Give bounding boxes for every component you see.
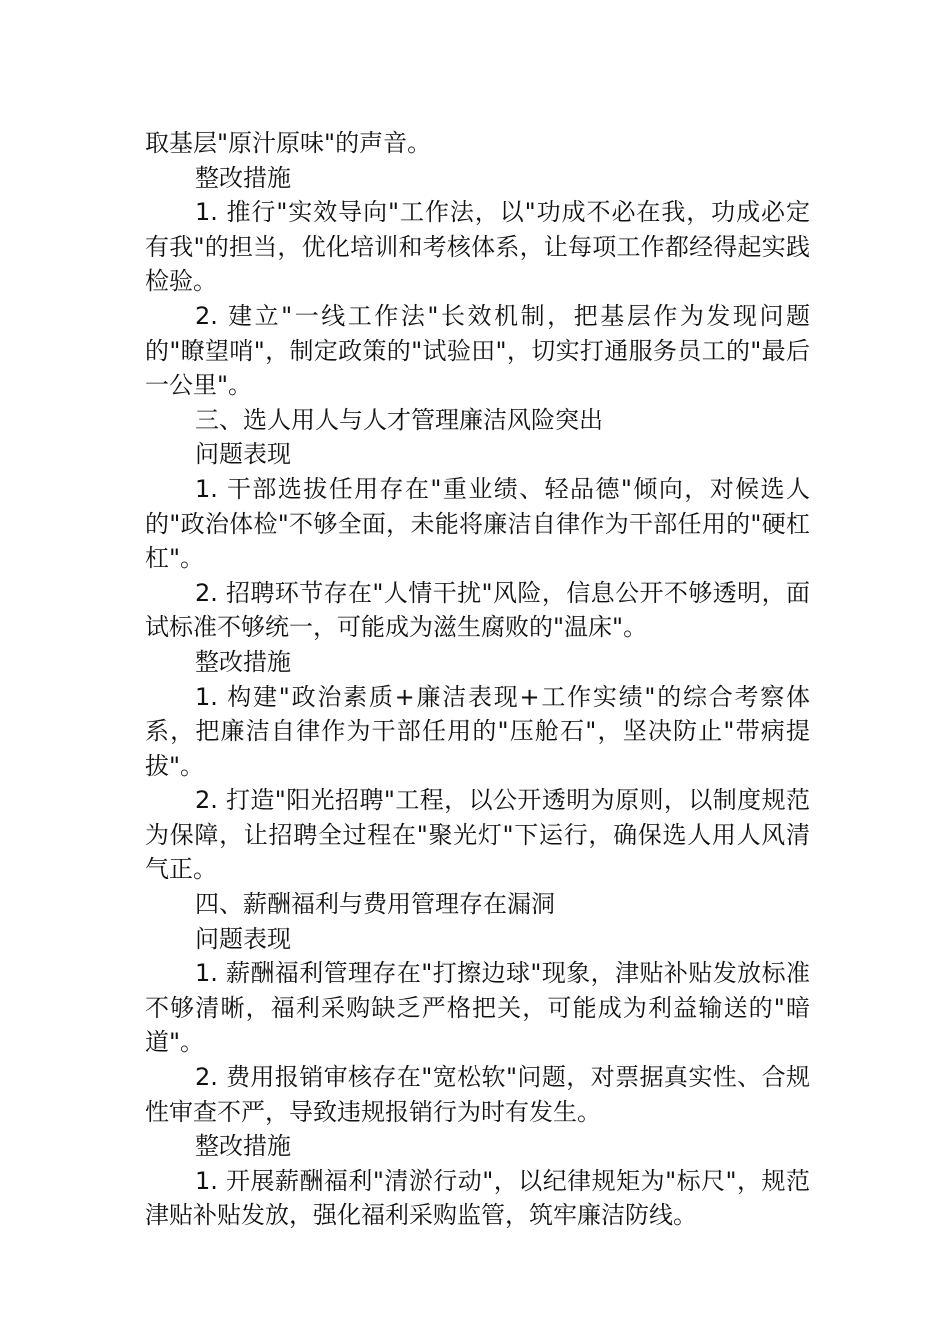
paragraph-measure-1: 1. 开展薪酬福利"清淤行动"，以纪律规矩为"标尺"，规范津贴补贴发放，强化福利采购监管，筑牢廉洁防线。 [145, 1166, 810, 1230]
paragraph-measure-2: 2. 建立"一线工作法"长效机制，把基层作为发现问题的"瞭望哨"，制定政策的"试验田"，切实打通服务员工的"最后一公里"。 [145, 301, 810, 400]
paragraph-problem-1: 1. 薪酬福利管理存在"打擦边球"现象，津贴补贴发放标准不够清晰，福利采购缺乏严格把关，可能成为利益输送的"暗道"。 [145, 959, 810, 1057]
paragraph-measure-1: 1. 推行"实效导向"工作法，以"功成不必在我，功成必定有我"的担当，优化培训和考核体系，让每项工作都经得起实践检验。 [145, 198, 810, 296]
subheading-problems: 问题表现 [195, 440, 291, 469]
paragraph-continuation: 取基层"原汁原味"的声音。 [145, 129, 432, 157]
subheading-rectification-measures: 整改措施 [195, 1132, 291, 1161]
document-page [145, 126, 810, 1233]
subheading-rectification-measures: 整改措施 [195, 647, 291, 676]
paragraph-measure-1: 1. 构建"政治素质+廉洁表现+工作实绩"的综合考察体系，把廉洁自律作为干部任用的"压舱石"，坚决防止"带病提拔"。 [145, 682, 810, 780]
section-heading-4: 四、薪酬福利与费用管理存在漏洞 [195, 890, 555, 919]
paragraph-measure-2: 2. 打造"阳光招聘"工程，以公开透明为原则，以制度规范为保障，让招聘全过程在"聚光灯"下运行，确保选人用人风清气正。 [145, 786, 810, 884]
paragraph-problem-2: 2. 费用报销审核存在"宽松软"问题，对票据真实性、合规性审查不严，导致违规报销行为时有发生。 [145, 1063, 810, 1126]
paragraph-problem-2: 2. 招聘环节存在"人情干扰"风险，信息公开不够透明，面试标准不够统一，可能成为滋生腐败的"温床"。 [145, 578, 810, 642]
subheading-problems: 问题表现 [195, 924, 291, 953]
subheading-rectification-measures: 整改措施 [195, 163, 291, 192]
paragraph-problem-1: 1. 干部选拔任用存在"重业绩、轻品德"倾向，对候选人的"政治体检"不够全面，未能将廉洁自律作为干部任用的"硬杠杠"。 [145, 474, 810, 573]
section-heading-3: 三、选人用人与人才管理廉洁风险突出 [195, 405, 603, 434]
